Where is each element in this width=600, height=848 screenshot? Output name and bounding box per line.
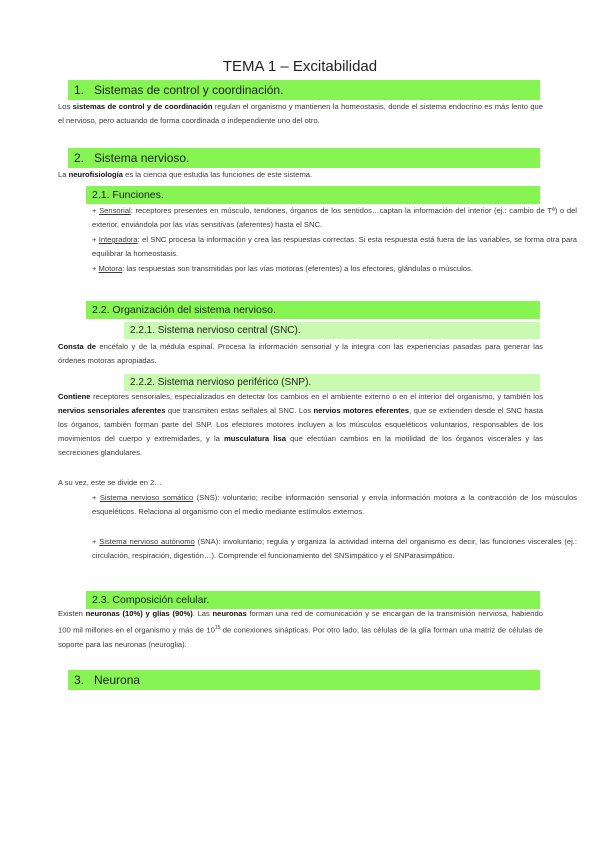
- section-2-2-heading: 2.2. Organización del sistema nervioso.: [86, 301, 540, 319]
- section-title: Sistema nervioso.: [94, 151, 190, 165]
- section-2-2-2-heading: 2.2.2. Sistema nervioso periférico (SNP).: [124, 374, 540, 391]
- funciones-item: + Integradora: el SNC procesa la información y crea las respuestas correctas. Si esta respuesta está fuera de las variables, se forma otra para equilibrar la homeostasis.: [92, 235, 578, 258]
- snc-paragraph: Consta de encéfalo y de la médula espinal. Procesa la información sensorial y la integra con las experiencias pasadas para generar las órdenes motoras apropiadas.: [58, 342, 543, 365]
- funciones-item: + Motora: las respuestas son transmitidas por las vías motoras (eferentes) a los efectores, glándulas o músculos.: [92, 264, 473, 273]
- section-title: Neurona: [94, 673, 141, 687]
- section-2-3-heading: 2.3. Composición celular.: [86, 591, 540, 609]
- document-title: TEMA 1 – Excitabilidad: [222, 58, 378, 75]
- section-2-3-paragraph: Existen neuronas (10%) y glías (90%). Las neuronas forman una red de comunicación y se encargan de la transmisión nerviosa, habiendo 100 mil millones en el organismo y más de $10^{15}$ de conexiones sinápticas. Por otro lado, las células de la glía forman una matriz de células de soporte para las neuronas (neuroglia).: [58, 609, 543, 649]
- section-2-paragraph: La neurofisiología es la ciencia que estudia las funciones de este sistema.: [58, 170, 313, 179]
- section-number: 2.: [74, 151, 85, 165]
- section-3-heading: [68, 670, 540, 690]
- snp-divide-text: A su vez, este se divide en 2…: [58, 478, 162, 487]
- snp-item: + Sistema nervioso somático (SNS): voluntario; recibe información sensorial y envía información motora a la contracción de los músculos esqueléticos. Relaciona al organismo con el medio mediante estímulos externos.: [92, 493, 578, 516]
- section-number: 3.: [74, 673, 85, 687]
- section-2-2-1-heading: 2.2.1. Sistema nervioso central (SNC).: [124, 322, 540, 339]
- section-1-heading: [68, 80, 540, 100]
- section-2-1-heading: 2.1. Funciones.: [86, 186, 540, 204]
- section-number: 1.: [74, 83, 85, 97]
- funciones-item: + Sensorial: receptores presentes en músculo, tendones, órganos de los sentidos…captan la información del interior (ej.: cambio de Tª) o del exterior, enviándola por las vías sensitivas (aferentes) hasta el SNC.: [92, 206, 577, 229]
- section-title: Sistemas de control y coordinación.: [94, 83, 284, 97]
- section-1-paragraph: Los sistemas de control y de coordinación regulan el organismo y mantienen la homeostasis, donde el sistema endocrino es más lento que el nervioso, pero actuando de forma coordinada o independiente uno del otro.: [58, 102, 543, 125]
- section-2-heading: [68, 148, 540, 168]
- snp-paragraph: Contiene receptores sensoriales, especializados en detectar los cambios en el ambiente externo o en el interior del organismo, y también los nervios sensoriales aferentes que transmiten estas señales al SNC. Los nervios motores eferentes, que se extienden desde el SNC hasta los órganos, también forman parte del SNP. Los efectores motores incluyen a los músculos esqueléticos voluntarios, responsables de los movimientos del cuerpo y extremidades, y la musculatura lisa que efectúan cambios en la motilidad de los órganos viscerales y las secreciones glandulares.: [58, 392, 544, 457]
- snp-item: + Sistema nervioso autónomo (SNA): involuntario; regula y organiza la actividad interna del organismo es decir, las funciones viscerales (ej.: circulación, respiración, digestión…). Comprende el funcionamiento del SNSimpático y el SNParasimpático.: [92, 537, 577, 560]
